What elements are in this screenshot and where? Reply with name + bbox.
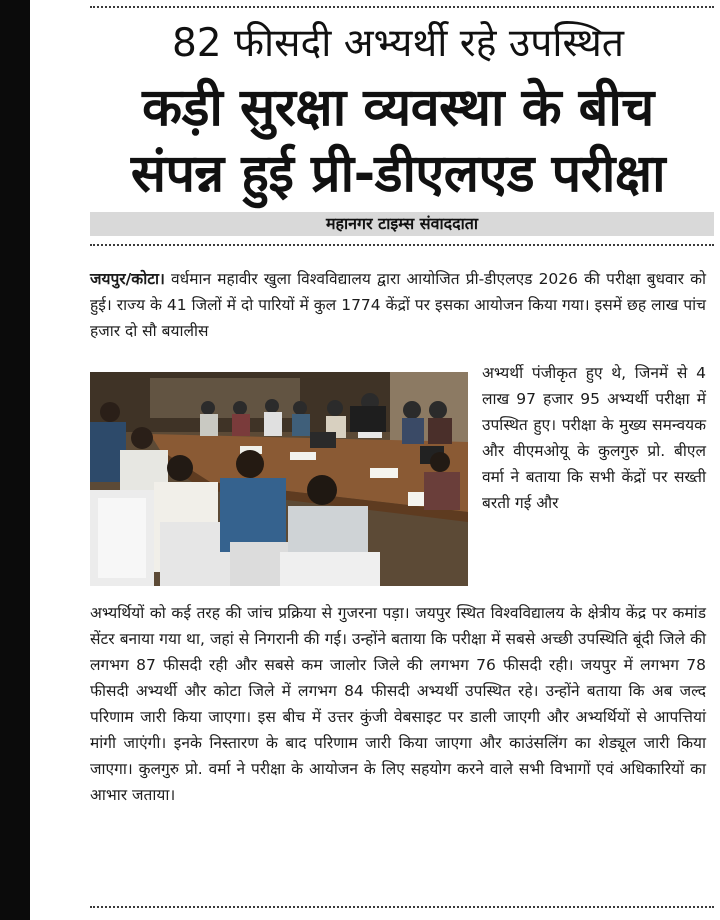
page-edge-bar xyxy=(0,0,30,920)
byline-dotted-rule xyxy=(90,244,714,246)
top-dotted-rule xyxy=(90,6,714,8)
dateline: जयपुर/कोटा। xyxy=(90,270,165,288)
article-paragraph-side: अभ्यर्थी पंजीकृत हुए थे, जिनमें से 4 लाख 97 हजार 95 अभ्यर्थी परीक्षा में उपस्थित हुए। परीक्षा के मुख्य समन्वयक और वीएमओयू के कुलगुरु प्रो. बीएल वर्मा ने बताया कि सभी केंद्रों पर सख्ती बरती गई और xyxy=(482,364,706,512)
article-paragraph-intro xyxy=(90,266,706,344)
byline-band xyxy=(90,212,714,236)
headline-main-line1: कड़ी सुरक्षा व्यवस्था के बीच xyxy=(142,78,654,138)
intro-text: वर्धमान महावीर खुला विश्वविद्यालय द्वारा आयोजित प्री-डीएलएड 2026 की परीक्षा बुधवार को हुई। राज्य के 41 जिलों में दो पारियों में कुल 1774 केंद्रों पर इसका आयोजन किया गया। इसमें छह लाख पांच हजार दो सौ बयालीस xyxy=(90,270,706,340)
article-paragraph-main: अभ्यर्थियों को कई तरह की जांच प्रक्रिया से गुजरना पड़ा। जयपुर स्थित विश्वविद्यालय के क्षेत्रीय केंद्र पर कमांड सेंटर बनाया गया था, जहां से निगरानी की गई। उन्होंने बताया कि परीक्षा में सबसे अच्छी उपस्थिति बूंदी जिले की लगभग 87 फीसदी रही और सबसे कम जालोर जिले की लगभग 76 फीसदी रही। जयपुर में लगभग 78 फीसदी अभ्यर्थी और कोटा जिले में लगभग 84 फीसदी अभ्यर्थी उपस्थित रहे। उन्होंने बताया कि अब जल्द परिणाम जारी किया जाएगा। इस बीच में उत्तर कुंजी वेबसाइट पर डाली जाएगी और अभ्यर्थियों से आपत्तियां मांगी जाएंगी। इनके निस्तारण के बाद परिणाम जारी किया जाएगा और काउंसलिंग का शेड्यूल जारी किया जाएगा। कुलगुरु प्रो. वर्मा ने परीक्षा के आयोजन के लिए सहयोग करने वाले सभी विभागों एवं अधिकारियों का आभार जताया। xyxy=(90,604,706,804)
meeting-photo xyxy=(90,372,468,586)
bottom-dotted-rule xyxy=(90,906,714,908)
headline-kicker: 82 फीसदी अभ्यर्थी रहे उपस्थित xyxy=(171,21,625,66)
byline-text: महानगर टाइम्स संवाददाता xyxy=(325,214,479,233)
headline-main-line2: संपन्न हुई प्री-डीएलएड परीक्षा xyxy=(130,144,666,204)
